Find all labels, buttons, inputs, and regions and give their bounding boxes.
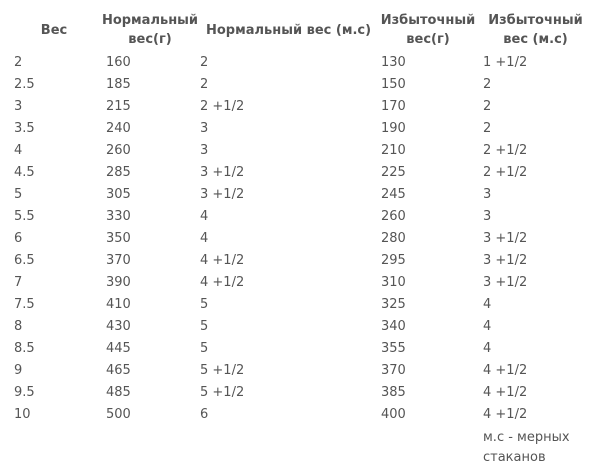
table-cell: 430: [106, 319, 131, 334]
table-cell: 260: [381, 209, 406, 224]
table-cell: 6.5: [14, 253, 35, 268]
table-cell: 1 +1/2: [483, 55, 528, 70]
footnote-row: [8, 426, 592, 468]
table-cell: 6: [14, 231, 23, 246]
table-cell: 4 +1/2: [483, 385, 528, 400]
table-cell: 2 +1/2: [483, 143, 528, 158]
table-cell: 4: [200, 209, 209, 224]
table-cell: 215: [106, 99, 131, 114]
table-row: [8, 272, 592, 294]
table-cell: 9: [14, 363, 23, 378]
table-row: [8, 294, 592, 316]
table-cell: 350: [106, 231, 131, 246]
table-cell: 4: [483, 341, 492, 356]
table-cell: 445: [106, 341, 131, 356]
table-cell: 2 +1/2: [200, 99, 245, 114]
table-row: [8, 162, 592, 184]
header-weight: Вес: [40, 22, 68, 38]
table-cell: 6: [200, 407, 209, 422]
table-row: [8, 404, 592, 426]
table-cell: 370: [106, 253, 131, 268]
table-cell: 160: [106, 55, 131, 70]
table-cell: 5: [200, 341, 209, 356]
table-cell: 325: [381, 297, 406, 312]
table-cell: 130: [381, 55, 406, 70]
table-row: [8, 250, 592, 272]
table-cell: 7: [14, 275, 23, 290]
empty-cell: [377, 426, 479, 468]
table-cell: 3: [14, 99, 23, 114]
table-cell: 390: [106, 275, 131, 290]
table-cell: 2: [200, 55, 209, 70]
table-cell: 330: [106, 209, 131, 224]
table-cell: 280: [381, 231, 406, 246]
table-cell: 9.5: [14, 385, 35, 400]
table-cell: 355: [381, 341, 406, 356]
table-cell: 150: [381, 77, 406, 92]
table-body: [8, 52, 592, 468]
table-row: [8, 228, 592, 250]
header-normal-weight-cups: Нормальный вес (м.с): [205, 22, 372, 38]
table-cell: 310: [381, 275, 406, 290]
table-cell: 170: [381, 99, 406, 114]
table-cell: 3 +1/2: [483, 275, 528, 290]
header-excess-weight-grams: Избыточный вес(г): [380, 13, 476, 47]
empty-cell: [100, 426, 200, 468]
table-cell: 5 +1/2: [200, 385, 245, 400]
empty-cell: [8, 426, 100, 468]
table-header-row: [8, 8, 592, 52]
table-cell: 2: [483, 99, 492, 114]
table-row: [8, 52, 592, 74]
table-cell: 5.5: [14, 209, 35, 224]
table-row: [8, 206, 592, 228]
table-cell: 8.5: [14, 341, 35, 356]
table-cell: 3: [483, 209, 492, 224]
table-cell: 225: [381, 165, 406, 180]
table-row: [8, 360, 592, 382]
table-cell: 5 +1/2: [200, 363, 245, 378]
table-cell: 245: [381, 187, 406, 202]
table-cell: 2: [200, 77, 209, 92]
header-excess-weight-cups: Избыточный вес (м.с): [488, 13, 583, 47]
table-cell: 260: [106, 143, 131, 158]
table-cell: 7.5: [14, 297, 35, 312]
table-cell: 340: [381, 319, 406, 334]
table-row: [8, 338, 592, 360]
footnote: м.с - мерных стаканов: [483, 430, 570, 465]
table-cell: 4 +1/2: [200, 253, 245, 268]
table-cell: 295: [381, 253, 406, 268]
table-row: [8, 316, 592, 338]
header-normal-weight-grams: Нормальный вес(г): [101, 13, 199, 47]
table-cell: 4: [483, 297, 492, 312]
table-cell: 5: [200, 319, 209, 334]
table-cell: 285: [106, 165, 131, 180]
table-cell: 3 +1/2: [483, 253, 528, 268]
table-cell: 10: [14, 407, 31, 422]
table-cell: 485: [106, 385, 131, 400]
table-cell: 4.5: [14, 165, 35, 180]
table-row: [8, 140, 592, 162]
table-cell: 2 +1/2: [483, 165, 528, 180]
table-cell: 3: [200, 121, 209, 136]
table-cell: 2: [14, 55, 23, 70]
table-cell: 465: [106, 363, 131, 378]
table-row: [8, 118, 592, 140]
table-cell: 5: [14, 187, 23, 202]
table-cell: 2.5: [14, 77, 35, 92]
table-cell: 305: [106, 187, 131, 202]
table-cell: 190: [381, 121, 406, 136]
table-row: [8, 382, 592, 404]
table-row: [8, 74, 592, 96]
table-cell: 4: [483, 319, 492, 334]
table-cell: 400: [381, 407, 406, 422]
table-cell: 370: [381, 363, 406, 378]
table-cell: 210: [381, 143, 406, 158]
weight-table: [8, 8, 592, 468]
table-cell: 3 +1/2: [200, 165, 245, 180]
empty-cell: [200, 426, 377, 468]
table-cell: 3: [200, 143, 209, 158]
table-cell: 500: [106, 407, 131, 422]
table-cell: 3 +1/2: [483, 231, 528, 246]
table-cell: 385: [381, 385, 406, 400]
table-cell: 4 +1/2: [200, 275, 245, 290]
table-cell: 410: [106, 297, 131, 312]
table-cell: 3 +1/2: [200, 187, 245, 202]
table-cell: 4 +1/2: [483, 407, 528, 422]
table-cell: 4: [200, 231, 209, 246]
table-cell: 3: [483, 187, 492, 202]
table-cell: 185: [106, 77, 131, 92]
table-row: [8, 184, 592, 206]
table-cell: 240: [106, 121, 131, 136]
table-cell: 2: [483, 121, 492, 136]
table-cell: 5: [200, 297, 209, 312]
table-cell: 4 +1/2: [483, 363, 528, 378]
table-row: [8, 96, 592, 118]
table-cell: 3.5: [14, 121, 35, 136]
table-cell: 8: [14, 319, 23, 334]
table-cell: 2: [483, 77, 492, 92]
table-cell: 4: [14, 143, 23, 158]
